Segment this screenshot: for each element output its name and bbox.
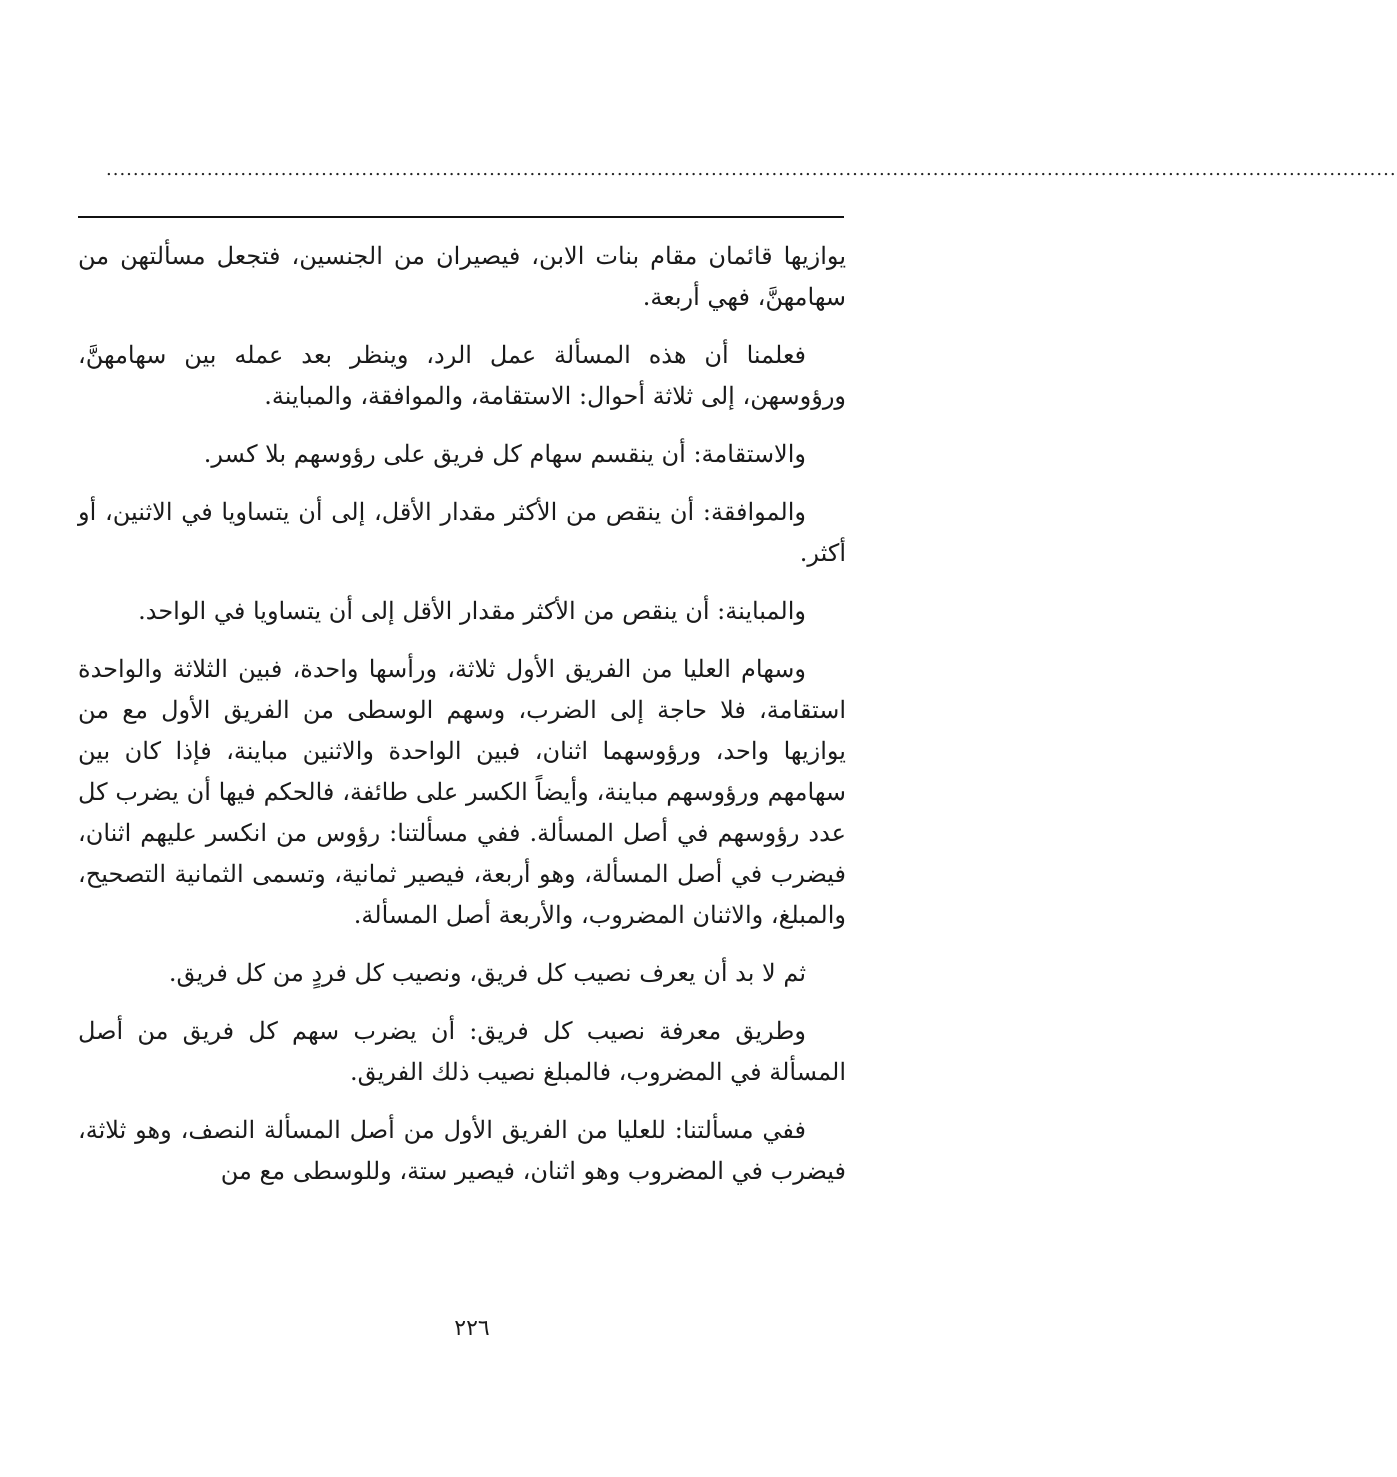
horizontal-rule [78,216,844,218]
dotted-separator: ................................................................................................................................................................................................ [106,159,1397,180]
paragraph-4: والموافقة: أن ينقص من الأكثر مقدار الأقل، إلى أن يتساويا في الاثنين، أو أكثر. [78,498,846,567]
paragraph-5: والمباينة: أن ينقص من الأكثر مقدار الأقل إلى أن يتساويا في الواحد. [138,597,806,625]
page-number: ٢٢٦ [454,1316,490,1341]
paragraph-7: ثم لا بد أن يعرف نصيب كل فريق، ونصيب كل فردٍ من كل فريق. [168,959,806,987]
paragraph-3: والاستقامة: أن ينقسم سهام كل فريق على رؤوسهم بلا كسر. [203,440,806,468]
paragraph-9: ففي مسألتنا: للعليا من الفريق الأول من أصل المسألة النصف، وهو ثلاثة، فيضرب في المضروب وهو اثنان، فيصير ستة، وللوسطى مع من [78,1116,846,1185]
body-text [78,236,846,1209]
paragraph-8: وطريق معرفة نصيب كل فريق: أن يضرب سهم كل فريق من أصل المسألة في المضروب، فالمبلغ نصيب ذلك الفريق. [78,1017,846,1086]
paragraph-1: يوازيها قائمان مقام بنات الابن، فيصيران من الجنسين، فتجعل مسألتهن من سهامهنَّ، فهي أربعة. [78,242,846,311]
paragraph-2: فعلمنا أن هذه المسألة عمل الرد، وينظر بعد عمله بين سهامهنَّ، ورؤوسهن، إلى ثلاثة أحوال: الاستقامة، والموافقة، والمباينة. [78,341,846,410]
paragraph-6: وسهام العليا من الفريق الأول ثلاثة، ورأسها واحدة، فبين الثلاثة والواحدة استقامة، فلا حاجة إلى الضرب، وسهم الوسطى من الفريق الأول مع من يوازيها واحد، ورؤوسهما اثنان، فبين الواحدة والاثنين مباينة، فإذا كان بين سهامهم ورؤوسهم مباينة، وأيضاً الكسر على طائفة، فالحكم فيها أن يضرب كل عدد رؤوسهم في أصل المسألة. ففي مسألتنا: رؤوس من انكسر عليهم اثنان، فيضرب في أصل المسألة، وهو أربعة، فيصير ثمانية، وتسمى الثمانية التصحيح، والمبلغ، والاثنان المضروب، والأربعة أصل المسألة. [78,655,846,929]
